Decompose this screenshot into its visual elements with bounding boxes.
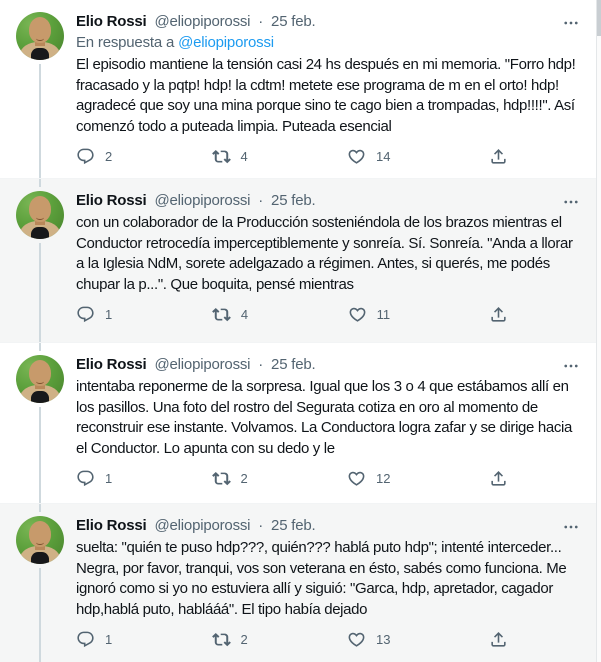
display-name[interactable]: Elio Rossi	[76, 517, 147, 534]
tweet-actions	[76, 147, 508, 166]
thread-connector-line	[39, 343, 41, 351]
retweet-icon	[212, 469, 231, 488]
tweet[interactable]	[0, 0, 601, 178]
scrollbar-thumb[interactable]	[597, 0, 601, 36]
tweet-gutter	[16, 516, 64, 662]
tweet-date[interactable]: 25 feb.	[271, 356, 316, 373]
share-button[interactable]	[489, 630, 508, 649]
like-button[interactable]	[347, 630, 390, 649]
separator-dot: ·	[258, 192, 264, 209]
like-count: 12	[376, 471, 391, 486]
reply-context-handle[interactable]: @eliopiporossi	[178, 34, 274, 51]
retweet-icon	[212, 305, 231, 324]
ellipsis-icon	[562, 518, 580, 536]
tweet-header	[76, 191, 581, 211]
display-name[interactable]: Elio Rossi	[76, 356, 147, 373]
like-button[interactable]	[347, 147, 390, 166]
tweet-text: suelta: "quién te puso hdp???, quién??? hablá puto hdp"; intenté interceder... Negra, por favor, tranqui, vos son veterana en ésto, sabés como funciona. Me ignoró como si yo no estuviera allí y siguió: "Garca, hdp, apretador, cagador hdp,hablá puto, hablááá". El tipo había dejado	[76, 539, 567, 618]
reply-count: 1	[105, 632, 113, 647]
share-icon	[489, 305, 508, 324]
retweet-button[interactable]	[212, 147, 249, 166]
tweet-actions	[76, 630, 508, 649]
tweet-date[interactable]: 25 feb.	[271, 192, 316, 209]
like-count: 14	[376, 149, 391, 164]
reply-icon	[76, 630, 95, 649]
like-count: 13	[376, 632, 391, 647]
avatar[interactable]	[16, 191, 64, 239]
more-options-button[interactable]	[561, 13, 581, 33]
user-handle[interactable]: @eliopiporossi	[154, 13, 251, 30]
reply-context-prefix: En respuesta a	[76, 34, 175, 51]
tweet-text: con un colaborador de la Producción sosteniéndola de los brazos mientras el Conductor retrocedía imperceptiblemente y sonreía. Sí. Sonreía. "Anda a llorar a la Iglesia NdM, sorete adelgazado a régimen. Antes, si querés, me podés chupar la p...". Que boquita, pensé mientras	[76, 214, 573, 293]
reply-count: 1	[105, 307, 113, 322]
reply-button[interactable]	[76, 469, 113, 488]
thread-connector-line	[39, 243, 41, 342]
heart-icon	[347, 147, 366, 166]
tweet-date[interactable]: 25 feb.	[271, 13, 316, 30]
heart-icon	[347, 630, 366, 649]
user-handle[interactable]: @eliopiporossi	[154, 192, 251, 209]
tweet-gutter	[16, 12, 64, 178]
share-icon	[489, 630, 508, 649]
tweet-gutter	[16, 191, 64, 342]
retweet-button[interactable]	[212, 469, 249, 488]
tweet-header	[76, 516, 581, 536]
avatar-smile	[36, 36, 44, 41]
display-name[interactable]: Elio Rossi	[76, 13, 147, 30]
share-icon	[489, 469, 508, 488]
reply-button[interactable]	[76, 305, 113, 324]
tweet-text: intentaba reponerme de la sorpresa. Igual que los 3 o 4 que estábamos allí en los pasillos. Una foto del rostro del Segurata cotiza en oro al momento de reconstruir ese instante. Volvamos. La Conductora logra zafar y se dirige hacia el Conductor. Lo apunta con su dedo y le	[76, 378, 572, 457]
retweet-icon	[212, 147, 231, 166]
retweet-count: 4	[240, 307, 249, 322]
tweet[interactable]	[0, 342, 601, 503]
avatar-smile	[36, 215, 44, 220]
more-options-button[interactable]	[561, 356, 581, 376]
tweet-date[interactable]: 25 feb.	[271, 517, 316, 534]
tweet-actions	[76, 469, 508, 488]
share-icon	[489, 147, 508, 166]
avatar[interactable]	[16, 516, 64, 564]
share-button[interactable]	[489, 469, 508, 488]
reply-icon	[76, 147, 95, 166]
avatar[interactable]	[16, 12, 64, 60]
thread-connector-line	[39, 568, 41, 662]
separator-dot: ·	[258, 356, 264, 373]
avatar-smile	[36, 379, 44, 384]
thread-connector-line	[39, 64, 41, 178]
tweet-header	[76, 355, 581, 375]
heart-icon	[347, 469, 366, 488]
reply-icon	[76, 469, 95, 488]
separator-dot: ·	[258, 517, 264, 534]
tweet-text: El episodio mantiene la tensión casi 24 hs después en mi memoria. "Forro hdp! fracasado y la pqtp! hdp! la cdtm! metete ese programa de m en el orto! hdp! agradecé que soy una mina porque sino te cago bien a trompadas, hdp!!!!". Así comenzó todo a puteada limpia. Puteada esencial	[76, 56, 576, 135]
avatar-shirt	[31, 227, 49, 239]
reply-context	[76, 32, 581, 53]
avatar-shirt	[31, 552, 49, 564]
retweet-button[interactable]	[212, 305, 249, 324]
more-options-button[interactable]	[561, 192, 581, 212]
retweet-icon	[212, 630, 231, 649]
scrollbar-track[interactable]	[596, 0, 601, 662]
like-button[interactable]	[347, 469, 390, 488]
reply-button[interactable]	[76, 147, 113, 166]
avatar[interactable]	[16, 355, 64, 403]
like-button[interactable]	[348, 305, 391, 324]
avatar-shirt	[31, 48, 49, 60]
retweet-button[interactable]	[212, 630, 249, 649]
reply-count: 2	[105, 149, 113, 164]
avatar-smile	[36, 540, 44, 545]
retweet-count: 2	[240, 471, 248, 486]
thread-connector-line	[39, 504, 41, 512]
tweet[interactable]	[0, 503, 601, 662]
heart-icon	[348, 305, 367, 324]
reply-button[interactable]	[76, 630, 113, 649]
avatar-shirt	[31, 391, 49, 403]
user-handle[interactable]: @eliopiporossi	[154, 517, 251, 534]
share-button[interactable]	[489, 147, 508, 166]
display-name[interactable]: Elio Rossi	[76, 192, 147, 209]
tweet[interactable]	[0, 178, 601, 342]
share-button[interactable]	[489, 305, 508, 324]
retweet-count: 2	[240, 632, 248, 647]
more-options-button[interactable]	[561, 517, 581, 537]
ellipsis-icon	[562, 14, 580, 32]
reply-count: 1	[105, 471, 113, 486]
ellipsis-icon	[562, 193, 580, 211]
thread-connector-line	[39, 407, 41, 503]
tweet-actions	[76, 305, 508, 324]
like-count: 11	[376, 307, 391, 322]
tweet-gutter	[16, 355, 64, 503]
reply-icon	[76, 305, 95, 324]
retweet-count: 4	[240, 149, 248, 164]
ellipsis-icon	[562, 357, 580, 375]
tweet-header	[76, 12, 581, 32]
user-handle[interactable]: @eliopiporossi	[154, 356, 251, 373]
thread-connector-line	[39, 179, 41, 187]
separator-dot: ·	[258, 13, 264, 30]
